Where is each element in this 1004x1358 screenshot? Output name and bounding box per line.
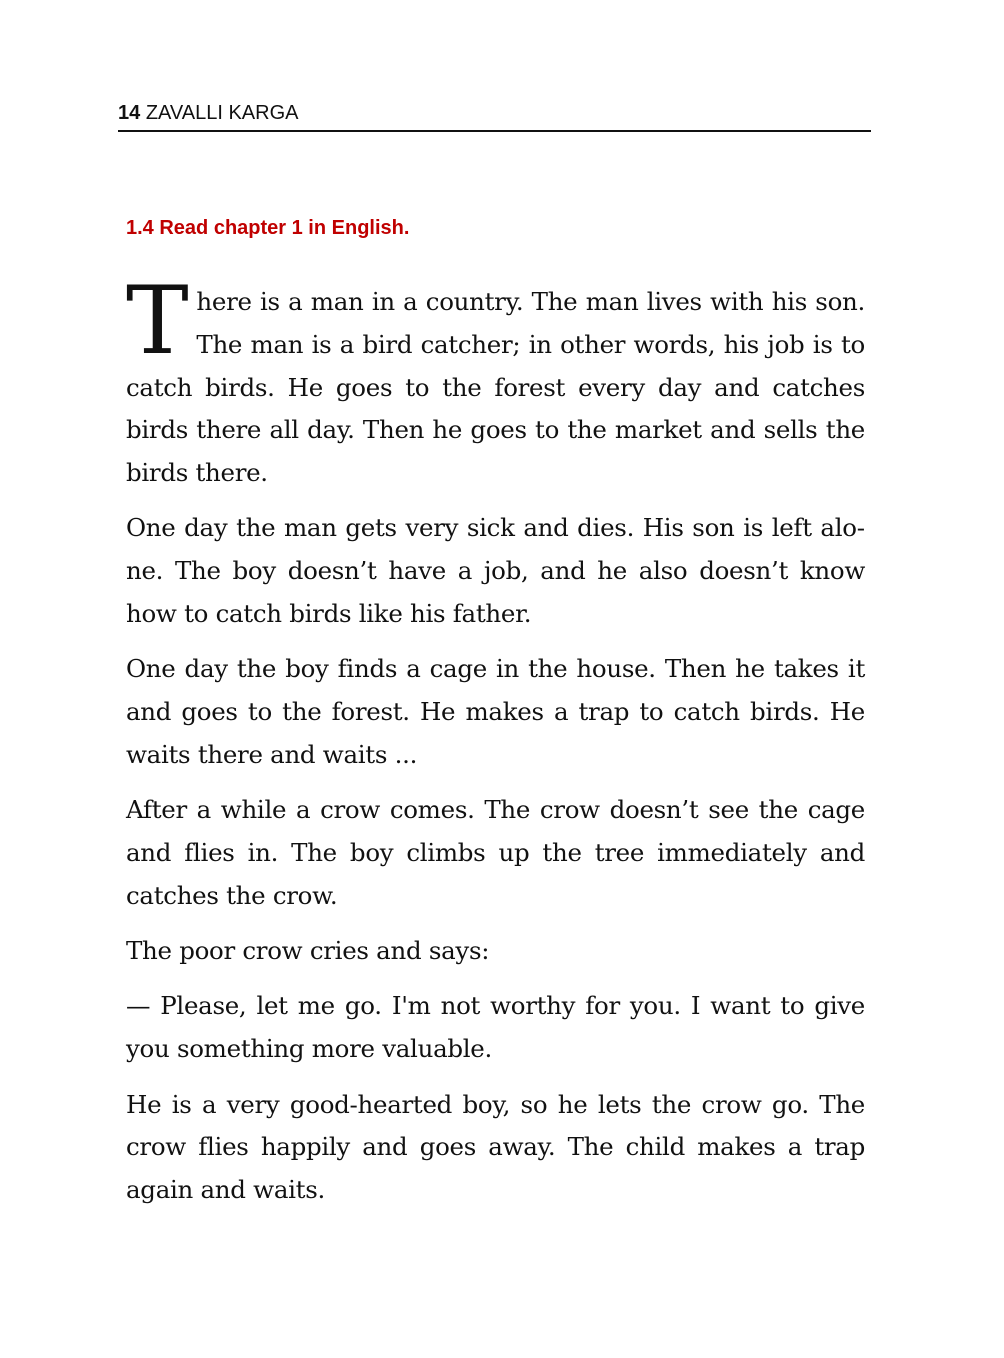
page-header — [118, 100, 871, 132]
paragraph-5: The poor crow cries and says: — [126, 936, 490, 966]
drop-cap: T — [126, 267, 189, 376]
page-number: 14 — [118, 102, 141, 124]
paragraph-4: After a while a crow comes. The crow doesn’t see the cage and flies in. The boy climbs up the tree immediately and catches the crow. — [126, 795, 865, 910]
paragraph-7: He is a very good-hearted boy, so he lets the crow go. The crow flies happily and goes away. The child makes a trap again and waits. — [126, 1089, 865, 1205]
paragraph-6: — Please, let me go. I'm not worthy for you. I want to give you something more valuable. — [126, 991, 865, 1064]
paragraph-1 — [126, 267, 865, 495]
paragraph-2: One day the man gets very sick and dies. His son is left alone. The boy doesn’t have a job, and he also doesn’t know how to catch birds like his father. — [126, 513, 865, 629]
paragraph-3: One day the boy finds a cage in the house. Then he takes it and goes to the forest. He makes a trap to catch birds. He waits there and waits ... — [126, 654, 865, 769]
paragraph-1-text: here is a man in a country. The man lives with his son. The man is a bird catcher; in other words, his job is to catch birds. He goes to the forest every day and catches birds there all day. Then he goes to the market and sells the birds there. — [126, 287, 865, 488]
chapter-text — [126, 267, 865, 1224]
section-heading: 1.4 Read chapter 1 in English. — [126, 217, 410, 239]
book-title: ZAVALLI KARGA — [145, 102, 299, 124]
